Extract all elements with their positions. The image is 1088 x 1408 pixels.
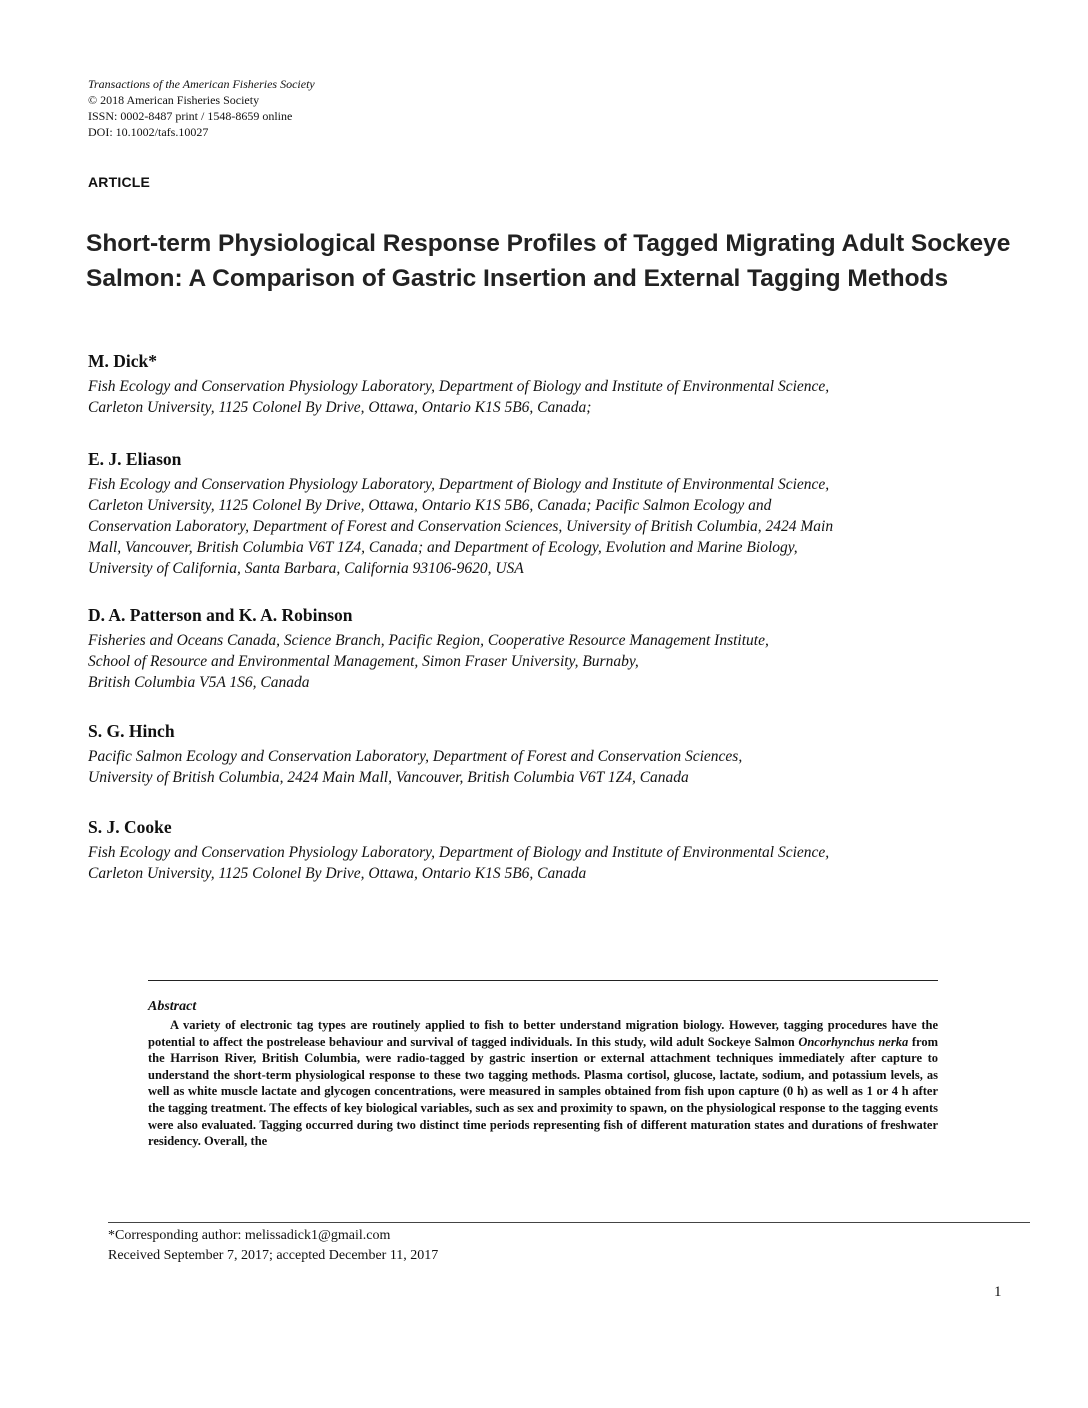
author-affiliation: Fisheries and Oceans Canada, Science Branch, Pacific Region, Cooperative Resource Management Institute, School of Resource and Environmental Management, Simon Fraser University, Burnaby, British Columbia V5A 1S6, Canada <box>88 632 769 691</box>
author-affiliation: Fish Ecology and Conservation Physiology Laboratory, Department of Biology and Institute of Environmental Science, Carleton University, 1125 Colonel By Drive, Ottawa, Ontario K1S 5B6, Canada <box>88 844 830 882</box>
footnotes <box>108 1226 438 1266</box>
footnote-divider <box>108 1222 1030 1223</box>
paper-title: Short-term Physiological Response Profiles of Tagged Migrating Adult Sockeye Salmon: A Comparison of Gastric Insertion and External Tagging Methods <box>86 230 1011 292</box>
issn: ISSN: 0002-8487 print / 1548-8659 online <box>88 109 293 123</box>
species-name: Oncorhynchus nerka <box>798 1034 909 1049</box>
author-entry <box>88 720 1008 788</box>
article-type-label: ARTICLE <box>88 174 151 190</box>
abstract <box>148 998 938 1150</box>
received-date-note: Received September 7, 2017; accepted December 11, 2017 <box>108 1248 439 1263</box>
author-entry <box>88 816 1008 884</box>
journal-header <box>88 76 315 140</box>
doi: DOI: 10.1002/tafs.10027 <box>88 125 209 139</box>
author-name: S. J. Cooke <box>88 817 172 837</box>
abstract-text-part: from the Harrison River, British Columbia, were radio-tagged by gastric insertion or external attachment techniques immediately after capture to understand the short-term physiological response to these two tagging methods. Plasma cortisol, glucose, lactate, sodium, and potassium levels, as well as white muscle lactate and glycogen concentrations, were measured in samples obtained from fish upon capture (0 h) as well as 1 or 4 h after the tagging treatment. The effects of key biological variables, such as sex and proximity to spawn, on the physiological response to the tagging events were also evaluated. Tagging occurred during two distinct time periods representing fish of different maturation states and durations of freshwater residency. Overall, the <box>148 1034 938 1149</box>
author-entry <box>88 448 1008 579</box>
corresponding-author-note: *Corresponding author: melissadick1@gmail.com <box>108 1228 391 1243</box>
copyright: © 2018 American Fisheries Society <box>88 93 260 107</box>
page-number: 1 <box>994 1284 1002 1300</box>
author-name: M. Dick* <box>88 351 158 371</box>
author-affiliation: Fish Ecology and Conservation Physiology Laboratory, Department of Biology and Institute of Environmental Science, Carleton University, 1125 Colonel By Drive, Ottawa, Ontario K1S 5B6, Canada; <box>88 378 830 416</box>
author-name: S. G. Hinch <box>88 721 175 741</box>
abstract-divider <box>148 980 938 981</box>
author-entry <box>88 604 1008 693</box>
author-name: E. J. Eliason <box>88 449 182 469</box>
abstract-heading: Abstract <box>148 999 197 1014</box>
author-affiliation: Pacific Salmon Ecology and Conservation Laboratory, Department of Forest and Conservation Sciences, University of British Columbia, 2424 Main Mall, Vancouver, British Columbia V6T 1Z4, Canada <box>88 748 743 786</box>
abstract-text-part: A variety of electronic tag types are routinely applied to fish to better understand migration biology. However, tagging procedures have the potential to affect the postrelease behaviour and survival of tagged individuals. In this study, wild adult Sockeye Salmon <box>148 1018 938 1049</box>
author-affiliation: Fish Ecology and Conservation Physiology Laboratory, Department of Biology and Institute of Environmental Science, Carleton University, 1125 Colonel By Drive, Ottawa, Ontario K1S 5B6, Canada; Pacific Salmon Ecology and Conservation Laboratory, Department of Forest and Conservation Sciences, University of British Columbia, 2424 Main Mall, Vancouver, British Columbia V6T 1Z4, Canada; and Department of Ecology, Evolution and Marine Biology, University of California, Santa Barbara, California 93106-9620, USA <box>88 476 834 577</box>
author-name: D. A. Patterson and K. A. Robinson <box>88 605 353 625</box>
author-entry <box>88 350 1008 418</box>
abstract-text <box>148 1017 938 1150</box>
journal-name: Transactions of the American Fisheries Society <box>88 77 315 91</box>
